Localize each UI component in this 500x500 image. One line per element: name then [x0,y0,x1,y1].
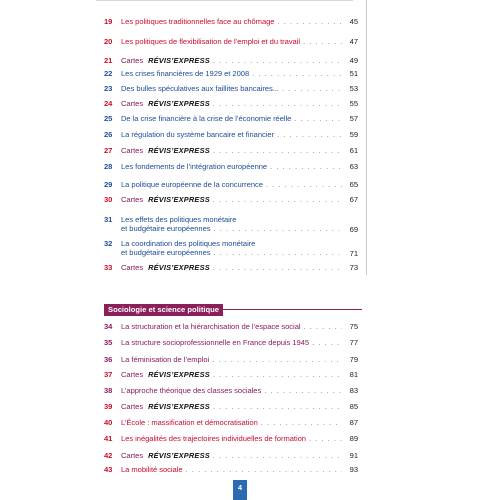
entry-page-number: 47 [349,37,358,46]
entry-number: 38 [104,386,113,395]
revis-express-logo: RÉVIS’EXPRESS [148,370,210,379]
dot-leader [264,386,342,395]
toc-entry[interactable] [104,84,358,100]
entry-number: 37 [104,370,113,379]
entry-title-block [121,180,342,189]
entry-title: Des bulles spéculatives aux faillites bancaires... [121,84,279,93]
toc-entry[interactable] [104,17,358,33]
entry-page-number: 83 [349,386,358,395]
revis-express-logo: RÉVIS’EXPRESS [148,451,210,460]
entry-title: Cartes [121,451,144,460]
toc-entry[interactable] [104,322,358,338]
section-underline [223,309,362,310]
entry-title: La féminisation de l’emploi [121,355,210,364]
revis-express-logo: RÉVIS’EXPRESS [148,263,210,272]
entry-title: La politique européenne de la concurrence [121,180,263,189]
toc-entry[interactable] [104,215,358,237]
entry-number: 22 [104,69,113,78]
entry-title-block [121,17,342,26]
entry-title-block [121,370,342,379]
entry-number: 29 [104,180,113,189]
entry-title-block [121,465,342,474]
entry-title: La mobilité sociale [121,465,183,474]
entry-title: Cartes [121,402,144,411]
entry-page-number: 75 [349,322,358,331]
entry-number: 28 [104,162,113,171]
dot-leader [312,338,342,347]
toc-entry[interactable] [104,338,358,354]
dot-leader [186,465,342,474]
entry-number: 25 [104,114,113,123]
entry-title: Les politiques de flexibilisation de l’emploi et du travail [121,37,300,46]
entry-page-number: 61 [349,146,358,155]
toc-entry[interactable] [104,418,358,434]
dot-leader [270,162,342,171]
entry-title-block [121,114,342,123]
dot-leader [309,434,342,443]
side-rule [366,0,367,275]
entry-number: 32 [104,239,113,248]
entry-page-number: 49 [349,56,358,65]
toc-entry[interactable] [104,146,358,162]
entry-page-number: 59 [349,130,358,139]
entry-number: 39 [104,402,113,411]
entry-title-line-2: et budgétaire européennes [121,248,211,257]
dot-leader [214,224,342,233]
entry-page-number: 73 [349,263,358,272]
entry-page-number: 63 [349,162,358,171]
entry-page-number: 81 [349,370,358,379]
entry-title-block [121,215,342,233]
top-rule [96,0,353,1]
entry-page-number: 69 [349,225,358,234]
entry-title-block [121,386,342,395]
entry-title: Cartes [121,56,144,65]
dot-leader [304,322,342,331]
entry-page-number: 87 [349,418,358,427]
toc-entry[interactable] [104,37,358,53]
revis-express-logo: RÉVIS’EXPRESS [148,146,210,155]
entry-title: Les crises financières de 1929 et 2008 [121,69,250,78]
dot-leader [212,355,342,364]
entry-number: 24 [104,99,113,108]
dot-leader [277,17,342,26]
entry-number: 20 [104,37,113,46]
entry-title-line-2: et budgétaire européennes [121,224,211,233]
entry-number: 27 [104,146,113,155]
entry-number: 42 [104,451,113,460]
section-title: Sociologie et science politique [104,304,223,316]
toc-entry[interactable] [104,162,358,178]
dot-leader [213,99,342,108]
dot-leader [277,130,342,139]
toc-entry[interactable] [104,263,358,279]
entry-title: Cartes [121,195,144,204]
entry-number: 33 [104,263,113,272]
entry-number: 40 [104,418,113,427]
dot-leader [213,56,342,65]
toc-entry[interactable] [104,195,358,211]
dot-leader [266,180,342,189]
entry-title-block [121,69,342,78]
entry-title: Les fondements de l’intégration européenne [121,162,268,171]
page-number-tab [233,480,247,500]
entry-page-number: 79 [349,355,358,364]
entry-title-block [121,146,342,155]
entry-title-block [121,322,342,331]
entry-title-block [121,451,342,460]
toc-entry[interactable] [104,434,358,450]
entry-title-block [121,239,342,257]
toc-entry[interactable] [104,99,358,115]
entry-title-block [121,355,342,364]
toc-entry[interactable] [104,370,358,386]
entry-title-block [121,338,342,347]
toc-entry[interactable] [104,180,358,196]
entry-title: Cartes [121,146,144,155]
entry-title-block [121,99,342,108]
entry-number: 35 [104,338,113,347]
entry-page-number: 93 [349,465,358,474]
toc-entry[interactable] [104,130,358,146]
entry-title-block [121,195,342,204]
entry-title: La structuration et la hiérarchisation de l’espace social [121,322,301,331]
entry-page-number: 71 [349,249,358,258]
entry-title-line-1: Les effets des politiques monétaire [121,215,237,224]
toc-entry[interactable] [104,355,358,371]
entry-title-block [121,56,342,65]
entry-title-block [121,162,342,171]
entry-number: 21 [104,56,113,65]
entry-title-block [121,37,342,46]
entry-title: Cartes [121,99,144,108]
toc-entry[interactable] [104,465,358,481]
entry-page-number: 67 [349,195,358,204]
entry-page-number: 77 [349,338,358,347]
entry-number: 36 [104,355,113,364]
entry-number: 34 [104,322,113,331]
entry-title-block [121,418,342,427]
dot-leader [282,84,342,93]
dot-leader [213,370,342,379]
dot-leader [213,146,342,155]
entry-title: Les inégalités des trajectoires individuelles de formation [121,434,306,443]
entry-title-block [121,263,342,272]
entry-title: L’approche théorique des classes sociales [121,386,262,395]
entry-title-block [121,84,342,93]
entry-number: 43 [104,465,113,474]
entry-number: 19 [104,17,113,26]
entry-page-number: 91 [349,451,358,460]
dot-leader [294,114,342,123]
entry-page-number: 51 [349,69,358,78]
revis-express-logo: RÉVIS’EXPRESS [148,402,210,411]
dot-leader [213,451,342,460]
entry-title: Cartes [121,370,144,379]
entry-title-block [121,402,342,411]
entry-page-number: 57 [349,114,358,123]
entry-page-number: 53 [349,84,358,93]
entry-page-number: 55 [349,99,358,108]
toc-entry[interactable] [104,114,358,130]
entry-title-block [121,130,342,139]
toc-entry[interactable] [104,386,358,402]
entry-title: Cartes [121,263,144,272]
entry-number: 26 [104,130,113,139]
entry-number: 41 [104,434,113,443]
dot-leader [213,402,342,411]
entry-page-number: 45 [349,17,358,26]
entry-title-line-1: La coordination des politiques monétaire [121,239,256,248]
entry-title: De la crise financière à la crise de l’économie réelle [121,114,292,123]
revis-express-logo: RÉVIS’EXPRESS [148,195,210,204]
dot-leader [303,37,342,46]
entry-page-number: 89 [349,434,358,443]
dot-leader [213,263,342,272]
dot-leader [261,418,342,427]
entry-title: Les politiques traditionnelles face au chômage [121,17,275,26]
entry-title: L’École : massification et démocratisation [121,418,258,427]
dot-leader [252,69,342,78]
entry-number: 23 [104,84,113,93]
revis-express-logo: RÉVIS’EXPRESS [148,99,210,108]
page-number: 4 [237,483,243,492]
entry-title: La structure socioprofessionnelle en France depuis 1945 [121,338,310,347]
toc-entry[interactable] [104,69,358,85]
toc-entry[interactable] [104,239,358,261]
entry-number: 30 [104,195,113,204]
entry-page-number: 85 [349,402,358,411]
revis-express-logo: RÉVIS’EXPRESS [148,56,210,65]
entry-title-block [121,434,342,443]
dot-leader [213,195,342,204]
section-header [104,303,362,316]
entry-title: La régulation du système bancaire et financier [121,130,275,139]
entry-number: 31 [104,215,113,224]
dot-leader [214,248,342,257]
entry-page-number: 65 [349,180,358,189]
toc-entry[interactable] [104,402,358,418]
